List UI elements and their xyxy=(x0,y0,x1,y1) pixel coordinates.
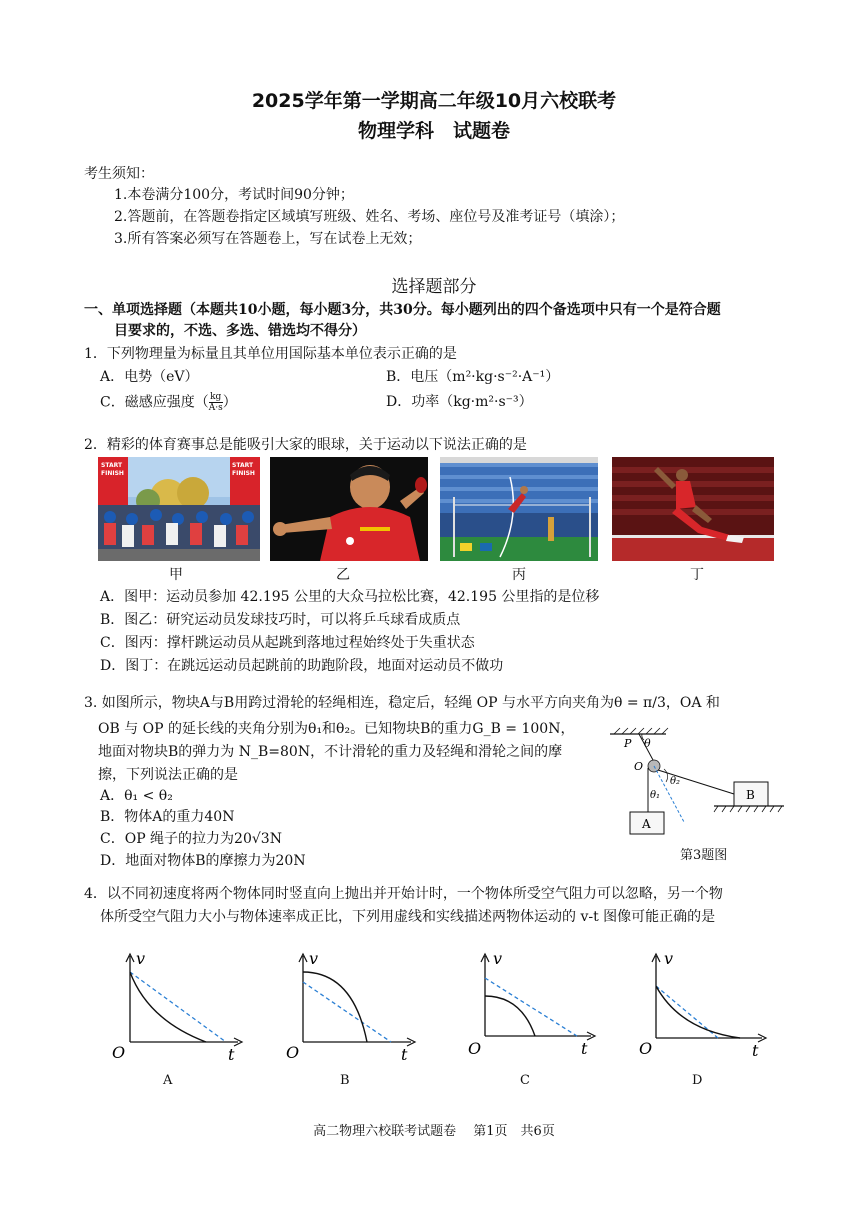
q1-fraction-num: kg xyxy=(210,392,222,402)
q2-stem: 2．精彩的体育赛事总是能吸引大家的眼球，关于运动以下说法正确的是 xyxy=(84,437,527,453)
graph-b-t: t xyxy=(401,1045,408,1064)
graph-d-t: t xyxy=(752,1041,759,1060)
vt-graph-b xyxy=(283,950,423,1065)
fig-label-theta: θ xyxy=(644,737,651,750)
caption-jia: 甲 xyxy=(169,567,183,583)
graph-d-o: O xyxy=(639,1039,653,1058)
graph-a-t: t xyxy=(228,1045,235,1064)
q4-line2: 体所受空气阻力大小与物体速率成正比，下列用虚线和实线描述两物体运动的 v-t 图像可能正确的是 xyxy=(100,909,716,925)
graph-d-label: D xyxy=(692,1073,703,1088)
graph-c-v: v xyxy=(493,950,503,968)
banner-start-right: START xyxy=(232,462,254,469)
fig-label-theta2: θ₂ xyxy=(670,776,681,787)
notice-item-2: 2.答题前，在答题卷指定区域填写班级、姓名、考场、座位号及准考证号（填涂）； xyxy=(114,209,625,225)
fig-label-theta1: θ₁ xyxy=(650,790,661,801)
banner-finish-left: FINISH xyxy=(101,470,124,477)
q3-option-d: D．地面对物体B的摩擦力为20N xyxy=(100,853,306,869)
vt-graph-d xyxy=(636,950,776,1065)
graph-a-o: O xyxy=(112,1043,126,1062)
long-jump-photo xyxy=(612,457,774,561)
q3-option-b: B．物体A的重力40N xyxy=(100,809,235,825)
graph-c-t: t xyxy=(581,1039,588,1058)
part1-instructions-line2: 目要求的，不选、多选、错选均不得分） xyxy=(114,323,366,339)
graph-b-label: B xyxy=(340,1073,350,1088)
notice-item-3: 3.所有答案必须写在答题卷上，写在试卷上无效； xyxy=(114,231,422,247)
q1-option-c-close: ） xyxy=(222,394,237,411)
notice-item-1: 1.本卷满分100分，考试时间90分钟； xyxy=(114,187,354,203)
q2-option-c: C．图丙：撑杆跳运动员从起跳到落地过程始终处于失重状态 xyxy=(100,635,475,651)
table-tennis-photo xyxy=(270,457,428,561)
q3-line4: 擦，下列说法正确的是 xyxy=(98,767,238,783)
fig-label-a: A xyxy=(642,817,651,831)
q1-stem: 1．下列物理量为标量且其单位用国际基本单位表示正确的是 xyxy=(84,346,457,362)
graph-c-label: C xyxy=(520,1073,530,1088)
pole-vault-photo xyxy=(440,457,598,561)
graph-a-label: A xyxy=(163,1073,173,1088)
pulley-figure xyxy=(606,726,786,841)
fig-label-o: O xyxy=(634,760,644,773)
q3-option-a: A．θ₁ < θ₂ xyxy=(100,788,173,804)
caption-yi: 乙 xyxy=(336,567,350,583)
graph-c-o: O xyxy=(468,1039,482,1058)
part1-instructions-line1: 一、单项选择题（本题共10小题，每小题3分，共30分。每小题列出的四个备选项中只有一个是符合题 xyxy=(84,302,721,318)
caption-bing: 丙 xyxy=(512,567,526,583)
section-title: 选择题部分 xyxy=(391,277,477,297)
fig-label-p: P xyxy=(624,737,632,750)
q1-option-c-text: C．磁感应强度（ xyxy=(100,394,209,411)
exam-subtitle: 物理学科 试题卷 xyxy=(357,120,510,142)
q1-fraction xyxy=(209,392,223,413)
q2-option-b: B．图乙：研究运动员发球技巧时，可以将乒乓球看成质点 xyxy=(100,612,461,628)
q3-line3: 地面对物块B的弹力为 N_B=80N，不计滑轮的重力及轻绳和滑轮之间的摩 xyxy=(98,744,563,760)
page-footer: 高二物理六校联考试题卷 第1页 共6页 xyxy=(313,1124,555,1139)
exam-title: 2025学年第一学期高二年级10月六校联考 xyxy=(251,90,617,112)
q3-option-c: C．OP 绳子的拉力为20√3N xyxy=(100,831,282,847)
marathon-photo xyxy=(98,457,260,561)
vt-graph-a xyxy=(108,950,248,1065)
q1-option-b: B．电压（m²·kg·s⁻²·A⁻¹） xyxy=(386,369,560,385)
banner-start-left: START xyxy=(101,462,123,469)
q3-line1: 3. 如图所示，物块A与B用跨过滑轮的轻绳相连，稳定后，轻绳 OP 与水平方向夹角为θ = π/3，OA 和 xyxy=(84,695,720,711)
q4-line1: 4．以不同初速度将两个物体同时竖直向上抛出并开始计时，一个物体所受空气阻力可以忽略，另一个物 xyxy=(84,886,723,902)
graph-b-o: O xyxy=(286,1043,300,1062)
q3-figure-caption: 第3题图 xyxy=(680,848,728,863)
q2-option-a: A．图甲：运动员参加 42.195 公里的大众马拉松比赛，42.195 公里指的是位移 xyxy=(100,589,600,605)
vt-graph-c xyxy=(465,950,605,1065)
q3-line2: OB 与 OP 的延长线的夹角分别为θ₁和θ₂。已知物块B的重力G_B = 100N， xyxy=(98,721,575,737)
banner-finish-right: FINISH xyxy=(232,470,255,477)
notice-heading: 考生须知： xyxy=(84,166,154,182)
q1-option-a: A．电势（eV） xyxy=(100,369,199,385)
q1-fraction-den: A·s xyxy=(208,403,223,413)
graph-a-v: v xyxy=(136,950,146,968)
graph-b-v: v xyxy=(309,950,319,968)
fig-label-b: B xyxy=(746,788,755,802)
graph-d-v: v xyxy=(664,950,674,968)
q1-option-d: D．功率（kg·m²·s⁻³） xyxy=(386,394,533,410)
q1-option-c xyxy=(100,392,237,413)
caption-ding: 丁 xyxy=(690,567,704,583)
q2-option-d: D．图丁：在跳远运动员起跳前的助跑阶段，地面对运动员不做功 xyxy=(100,658,504,674)
